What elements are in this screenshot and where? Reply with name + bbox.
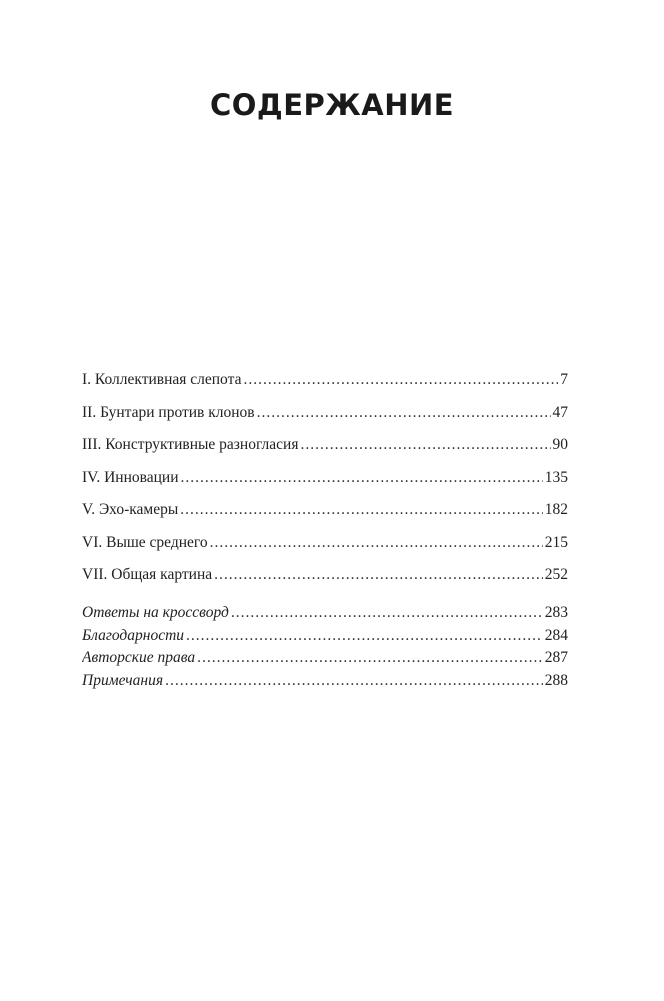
dot-leader: [165, 672, 543, 690]
toc-entry-acknowledgements[interactable]: [82, 627, 568, 650]
dot-leader: [300, 436, 550, 454]
toc-entry-chapter-5[interactable]: [82, 501, 568, 534]
toc-entry-notes[interactable]: [82, 672, 568, 695]
dot-leader: [181, 469, 543, 487]
dot-leader: [180, 501, 542, 519]
toc-entry-chapter-7[interactable]: [82, 566, 568, 599]
dot-leader: [257, 404, 551, 422]
toc-entry-page: 288: [544, 671, 568, 689]
toc-entry-chapter-2[interactable]: [82, 404, 568, 437]
toc-entry-label: Благодарности: [82, 626, 185, 644]
toc-entry-label: Авторские права: [82, 649, 196, 666]
toc-entry-page: 182: [544, 501, 568, 518]
toc-entry-page: 215: [544, 533, 568, 551]
toc-entry-page: 287: [544, 649, 568, 666]
dot-leader: [214, 566, 543, 584]
toc-entry-page: 284: [544, 626, 568, 644]
page-title: СОДЕРЖАНИЕ: [209, 88, 455, 122]
dot-leader: [210, 534, 543, 552]
toc-entry-chapter-3[interactable]: [82, 436, 568, 469]
toc-entry-label: II. Бунтари против клонов: [82, 403, 255, 421]
toc-entry-page: 90: [552, 436, 568, 453]
dot-leader: [231, 604, 543, 622]
toc-entry-crossword-answers[interactable]: [82, 604, 568, 627]
toc-entry-page: 47: [552, 403, 568, 421]
toc-entry-label: IV. Инновации: [82, 468, 179, 486]
toc-entry-page: 283: [544, 604, 568, 621]
toc-back-matter: [82, 604, 568, 694]
toc-entry-page: 135: [544, 468, 568, 486]
toc-entry-page: 7: [560, 371, 568, 388]
toc-entry-chapter-1[interactable]: [82, 371, 568, 404]
toc-entry-label: V. Эхо-камеры: [82, 501, 179, 518]
toc-entry-label: I. Коллективная слепота: [82, 371, 242, 388]
toc-entry-chapter-4[interactable]: [82, 469, 568, 502]
toc-entry-label: Примечания: [82, 671, 164, 689]
toc-entry-page: 252: [544, 566, 568, 583]
toc-entry-chapter-6[interactable]: [82, 534, 568, 567]
dot-leader: [197, 649, 543, 667]
dot-leader: [186, 627, 543, 645]
toc-entry-label: VII. Общая картина: [82, 566, 213, 583]
toc-entry-label: III. Конструктивные разногласия: [82, 436, 299, 453]
toc-entry-label: Ответы на кроссворд: [82, 604, 229, 621]
toc-entry-label: VI. Выше среднего: [82, 533, 208, 551]
dot-leader: [243, 371, 558, 389]
toc-chapters: [82, 371, 568, 599]
toc-entry-copyright[interactable]: [82, 649, 568, 672]
